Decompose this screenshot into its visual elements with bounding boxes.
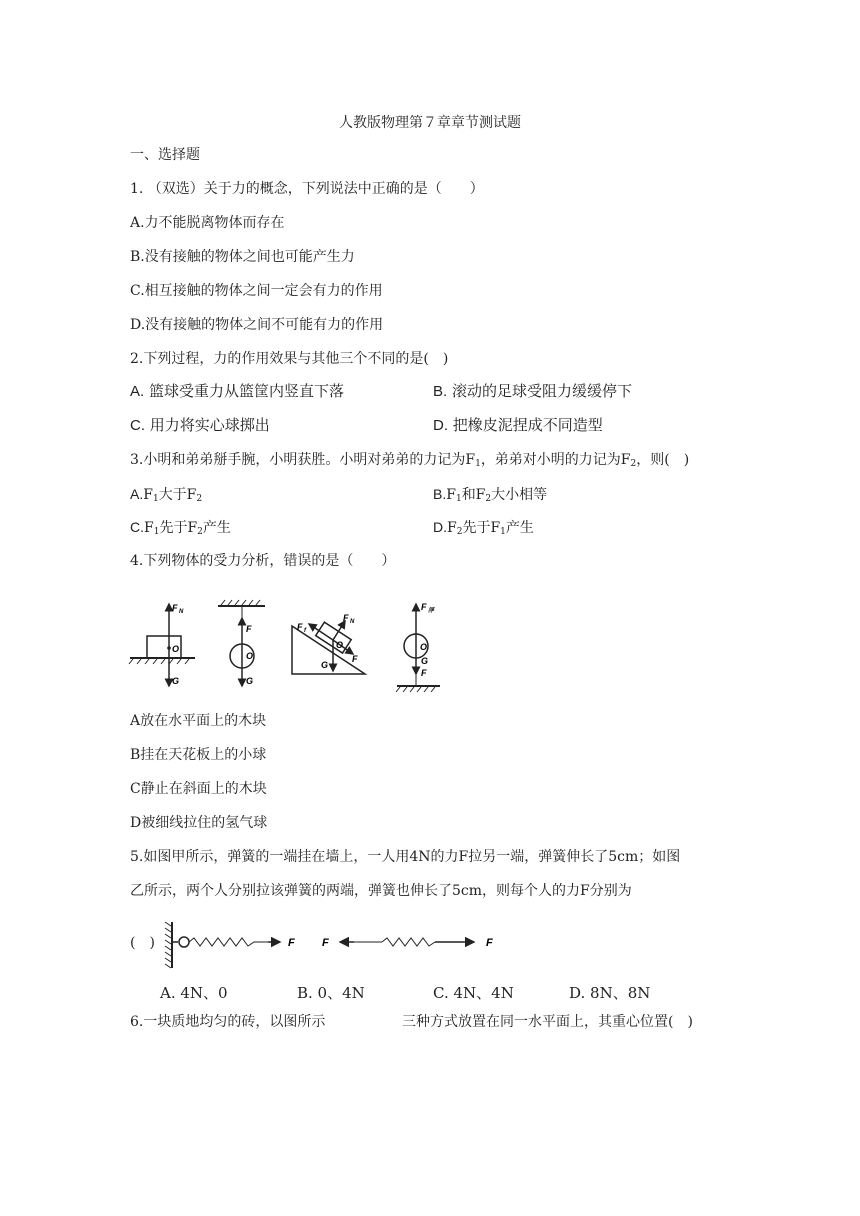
- q2-option-b: B. 滚动的足球受阻力缓缓停下: [433, 382, 632, 400]
- fig-c-ff-label: F: [297, 622, 303, 632]
- q1-stem: 1. （双选）关于力的概念，下列说法中正确的是（ ）: [130, 181, 484, 197]
- q4-option-d: D被细线拉住的氢气球: [130, 815, 268, 831]
- q3-option-a: $A.F_1$大于$F_2$: [130, 486, 203, 504]
- page-title: 人教版物理第７章章节测试题: [339, 115, 521, 131]
- fig-d-g-label: G: [421, 656, 429, 666]
- fig-a-g-label: G: [172, 676, 180, 686]
- q5-line1: 5.如图甲所示，弹簧的一端挂在墙上，一人用4N的力F拉另一端，弹簧伸长了5cm；如图: [130, 849, 681, 865]
- q1-option-c: C.相互接触的物体之间一定会有力的作用: [130, 283, 383, 299]
- fig-a-o-label: O: [172, 644, 180, 654]
- q6-stem-part1: 6.一块质地均匀的砖，以图所示: [130, 1014, 326, 1030]
- q5-fig-f-label-2: F: [322, 937, 329, 949]
- q1-option-b: B.没有接触的物体之间也可能产生力: [130, 249, 355, 265]
- q5-option-c: C. 4N、4N: [433, 984, 514, 1002]
- q5-fig-f-label-3: F: [486, 937, 493, 949]
- fig-b-o-label: O: [246, 651, 254, 661]
- fig-c-o-label: O: [336, 640, 344, 650]
- q3-stem: 3.小明和弟弟掰手腕，小明获胜。小明对弟弟的力记为$F_1$，弟弟对小明的力记为$F_2$，则( ): [130, 452, 690, 469]
- q2-option-d: D. 把橡皮泥捏成不同造型: [433, 416, 603, 434]
- q5-paren: ( ): [130, 935, 155, 951]
- fig-d-fu-label: F: [421, 602, 427, 612]
- fig-a-fn-label: F: [172, 603, 178, 613]
- fig-d-balloon: [396, 602, 440, 692]
- fig-d-f-label: F: [421, 668, 427, 678]
- fig-b-g-label: G: [246, 676, 254, 686]
- q3-option-b: $B.F_1$和$F_2$大小相等: [433, 486, 548, 504]
- fig-c-block-on-incline: [292, 613, 365, 674]
- section-heading: 一、选择题: [130, 147, 200, 163]
- q3-option-c: $C.F_1$先于$F_2$产生: [130, 519, 231, 537]
- q5-option-a: A. 4N、0: [160, 984, 228, 1002]
- q5-fig-f-label-1: F: [288, 937, 295, 949]
- fig-c-ff-sub: f: [304, 628, 306, 634]
- q4-option-a: A放在水平面上的木块: [130, 713, 267, 729]
- q2-option-a: A. 篮球受重力从篮筐内竖直下落: [130, 382, 344, 400]
- q4-force-diagrams: [125, 596, 445, 696]
- q5-option-b: B. 0、4N: [297, 984, 365, 1002]
- fig-c-f-label: F: [352, 654, 358, 664]
- q1-option-a: A.力不能脱离物体而存在: [130, 215, 285, 231]
- fig-d-o-label: O: [420, 642, 428, 652]
- fig-b-hanging-ball: [218, 600, 265, 686]
- q1-option-d: D.没有接触的物体之间不可能有力的作用: [130, 317, 384, 333]
- q4-stem: 4.下列物体的受力分析，错误的是（ ）: [130, 553, 396, 569]
- q4-option-c: C静止在斜面上的木块: [130, 781, 267, 797]
- fig-a-block-on-ground: [129, 603, 195, 686]
- fig-d-fu-sub: 浮: [428, 608, 435, 614]
- q5-option-d: D. 8N、8N: [569, 984, 651, 1002]
- fig-c-g-label: G: [321, 660, 329, 670]
- q3-option-d: $D.F_2$先于$F_1$产生: [433, 519, 534, 537]
- q2-stem: 2.下列过程，力的作用效果与其他三个不同的是( ): [130, 351, 449, 367]
- q2-option-c: C. 用力将实心球掷出: [130, 416, 270, 434]
- fig-a-fn-sub: N: [179, 609, 184, 615]
- q6-stem-part2: 三种方式放置在同一水平面上，其重心位置( ): [402, 1014, 693, 1030]
- q4-option-b: B挂在天花板上的小球: [130, 747, 267, 763]
- q5-spring-diagram: [160, 920, 510, 972]
- fig-b-f-label: F: [246, 624, 252, 634]
- fig-c-fn-sub: N: [350, 619, 355, 625]
- fig-c-fn-label: F: [343, 613, 349, 623]
- q5-line2: 乙所示，两个人分别拉该弹簧的两端，弹簧也伸长了5cm，则每个人的力F分别为: [130, 883, 632, 899]
